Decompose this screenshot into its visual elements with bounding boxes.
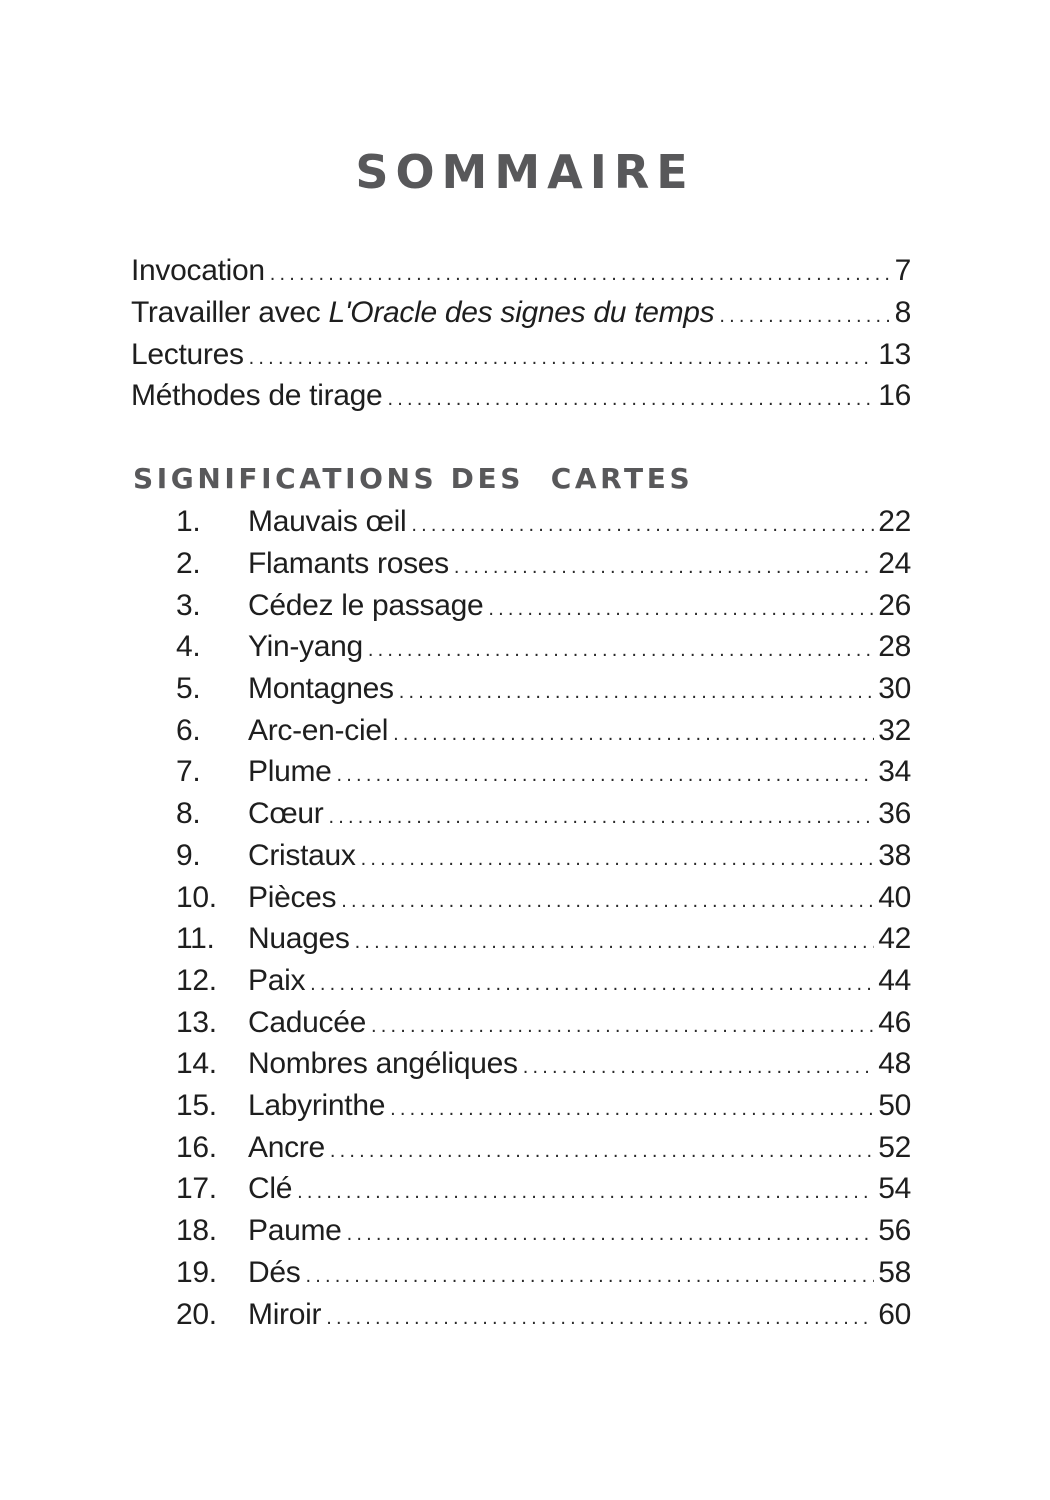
card-entry-page: 34	[878, 755, 911, 789]
card-entry[interactable]	[176, 793, 911, 835]
card-entry-number: 4.	[176, 630, 201, 664]
card-entry[interactable]	[176, 626, 911, 668]
card-entry-number: 20.	[176, 1297, 217, 1331]
card-entry-title: Cœur	[248, 797, 324, 831]
dot-leader	[249, 348, 875, 368]
toc-entry-page: 13	[878, 337, 911, 371]
dot-leader	[411, 515, 874, 535]
card-entry-title: Miroir	[248, 1297, 322, 1331]
card-entry[interactable]	[176, 1127, 911, 1169]
card-entry-title: Mauvais œil	[248, 505, 407, 539]
card-entry-page: 48	[878, 1047, 911, 1081]
card-entry-title: Nuages	[248, 922, 350, 956]
page-title: SOMMAIRE	[355, 145, 695, 199]
card-entry[interactable]	[176, 1210, 911, 1252]
card-entry-page: 32	[878, 713, 911, 747]
card-entry-number: 3.	[176, 588, 201, 622]
dot-leader	[341, 891, 874, 911]
card-entry[interactable]	[176, 1043, 911, 1085]
card-entry-title: Pièces	[248, 880, 337, 914]
card-entry-number: 1.	[176, 505, 201, 539]
card-entry[interactable]	[176, 751, 911, 793]
toc-entry[interactable]	[131, 292, 911, 334]
toc-entry-title	[131, 292, 714, 334]
card-entry-page: 36	[878, 797, 911, 831]
toc-entry-page: 8	[894, 295, 911, 329]
toc-entry-title-text: Méthodes de tirage	[131, 379, 383, 413]
card-entry-title: Ancre	[248, 1130, 325, 1164]
dot-leader	[297, 1182, 874, 1202]
card-entry-number: 9.	[176, 838, 201, 872]
toc-cards-list	[176, 501, 911, 1335]
card-entry-page: 52	[878, 1130, 911, 1164]
toc-entry-title-text: Invocation	[131, 254, 265, 287]
card-entry[interactable]	[176, 501, 911, 543]
card-entry-title: Yin-yang	[248, 630, 363, 664]
card-entry[interactable]	[176, 1002, 911, 1044]
dot-leader	[355, 932, 875, 952]
card-entry-number: 18.	[176, 1214, 217, 1248]
toc-entry-page: 16	[878, 379, 911, 413]
toc-entry[interactable]	[131, 334, 911, 376]
card-entry-title: Plume	[248, 755, 332, 789]
card-entry-title: Labyrinthe	[248, 1089, 386, 1123]
card-entry-page: 26	[878, 588, 911, 622]
card-entry-title: Cristaux	[248, 838, 356, 872]
toc-entry-title	[131, 375, 382, 417]
card-entry-page: 44	[878, 963, 911, 997]
card-entry-page: 22	[878, 505, 911, 539]
card-entry-title: Nombres angéliques	[248, 1047, 518, 1081]
card-entry-number: 5.	[176, 672, 201, 705]
card-entry-number: 16.	[176, 1130, 217, 1164]
dot-leader	[310, 974, 874, 994]
dot-leader	[330, 1141, 874, 1161]
card-entry[interactable]	[176, 585, 911, 627]
card-entry[interactable]	[176, 918, 911, 960]
dot-leader	[368, 640, 874, 660]
card-entry-number: 12.	[176, 963, 217, 997]
toc-entry-title-text: Lectures	[131, 337, 244, 371]
card-entry-number: 8.	[176, 797, 201, 831]
toc-intro-list	[131, 250, 911, 417]
card-entry[interactable]	[176, 1168, 911, 1210]
card-entry-number: 19.	[176, 1255, 217, 1289]
toc-entry-title	[131, 334, 244, 376]
card-entry-page: 30	[878, 672, 911, 705]
card-entry-number: 13.	[176, 1005, 217, 1039]
card-entry-page: 50	[878, 1089, 911, 1123]
card-entry-page: 40	[878, 880, 911, 914]
dot-leader	[347, 1224, 875, 1244]
dot-leader	[328, 807, 874, 827]
card-entry[interactable]	[176, 877, 911, 919]
card-entry-number: 6.	[176, 713, 201, 747]
card-entry-title: Paume	[248, 1214, 342, 1248]
card-entry-title: Caducée	[248, 1005, 366, 1039]
card-entry-page: 58	[878, 1255, 911, 1289]
card-entry[interactable]	[176, 960, 911, 1002]
dot-leader	[371, 1016, 874, 1036]
card-entry-page: 42	[878, 922, 911, 956]
card-entry-number: 11.	[176, 922, 215, 956]
toc-entry-title	[131, 250, 265, 292]
dot-leader	[361, 849, 875, 869]
card-entry[interactable]	[176, 1085, 911, 1127]
card-entry-page: 38	[878, 838, 911, 872]
dot-leader	[454, 557, 874, 577]
dot-leader	[390, 1099, 874, 1119]
card-entry[interactable]	[176, 543, 911, 585]
card-entry-number: 2.	[176, 546, 201, 580]
dot-leader	[387, 389, 874, 409]
section-heading-cards: SIGNIFICATIONS DES CARTES	[133, 462, 694, 496]
card-entry-title: Montagnes	[248, 672, 394, 705]
dot-leader	[488, 599, 874, 619]
dot-leader	[270, 264, 891, 284]
dot-leader	[326, 1308, 874, 1328]
dot-leader	[719, 306, 890, 326]
card-entry-page: 24	[878, 546, 911, 580]
card-entry[interactable]	[176, 835, 911, 877]
card-entry-title: Clé	[248, 1172, 293, 1206]
card-entry-page: 28	[878, 630, 911, 664]
toc-entry[interactable]	[131, 375, 911, 417]
card-entry-title: Dés	[248, 1255, 301, 1289]
card-entry-title: Cédez le passage	[248, 588, 484, 622]
card-entry[interactable]	[176, 668, 911, 710]
dot-leader	[305, 1266, 874, 1286]
toc-entry-title-italic: L'Oracle des signes du temps	[328, 295, 715, 329]
card-entry-number: 15.	[176, 1089, 217, 1123]
card-entry-page: 60	[878, 1297, 911, 1331]
card-entry[interactable]	[176, 1294, 911, 1336]
card-entry-number: 7.	[176, 755, 201, 789]
card-entry-title: Flamants roses	[248, 546, 449, 580]
card-entry-number: 17.	[176, 1172, 217, 1206]
card-entry-title: Arc-en-ciel	[248, 713, 389, 747]
dot-leader	[399, 682, 874, 702]
dot-leader	[393, 724, 874, 744]
card-entry-title: Paix	[248, 963, 306, 997]
toc-entry-page: 7	[894, 254, 911, 287]
card-entry-page: 56	[878, 1214, 911, 1248]
dot-leader	[337, 765, 875, 785]
dot-leader	[523, 1057, 874, 1077]
card-entry[interactable]	[176, 1252, 911, 1294]
card-entry-page: 54	[878, 1172, 911, 1206]
card-entry[interactable]	[176, 710, 911, 752]
toc-entry[interactable]	[131, 250, 911, 292]
card-entry-number: 10.	[176, 880, 217, 914]
card-entry-number: 14.	[176, 1047, 217, 1081]
card-entry-page: 46	[878, 1005, 911, 1039]
toc-entry-title-text: Travailler avec	[131, 295, 329, 329]
